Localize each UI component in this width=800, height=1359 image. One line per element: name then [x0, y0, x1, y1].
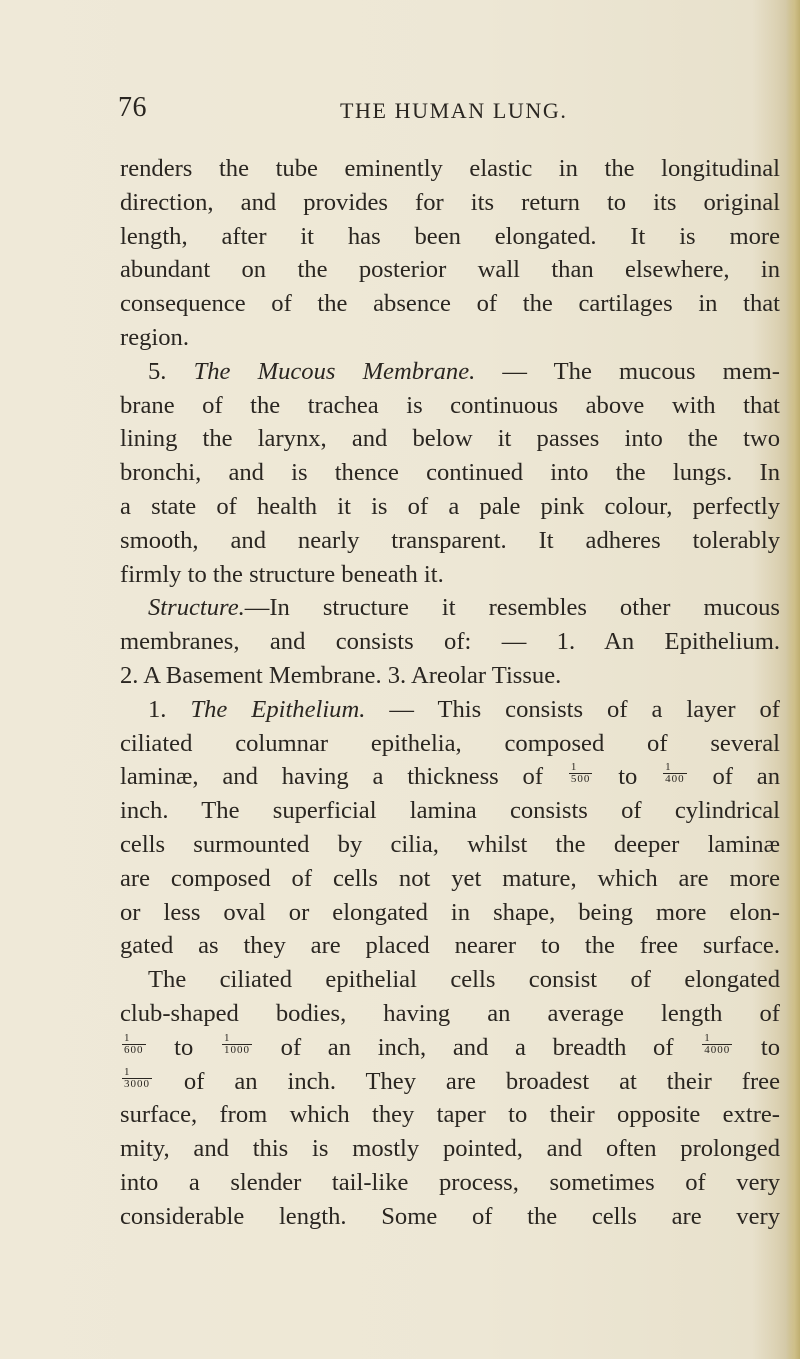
- text-span: of an: [688, 763, 780, 791]
- text-line: length, after it has been elongated. It is more: [120, 222, 780, 250]
- text-line: into a slender tail-like process, sometimes of very: [120, 1168, 780, 1196]
- text-line: The ciliated epithelial cells consist of elongated: [148, 966, 780, 994]
- fraction: [122, 1067, 152, 1090]
- text-span: — The mucous mem-: [475, 357, 780, 385]
- fraction-numerator: 1: [663, 762, 687, 774]
- text-span: —In structure it resembles other mucous: [244, 594, 780, 622]
- fraction-denominator: 500: [570, 773, 591, 786]
- section-heading-mucous-membrane: The Mucous Membrane.: [193, 357, 476, 385]
- fraction: [569, 762, 593, 785]
- fraction: [702, 1033, 732, 1056]
- section-number: 1.: [148, 695, 167, 723]
- text-line: bronchi, and is thence continued into the lungs. In: [120, 459, 780, 487]
- text-line: ciliated columnar epithelia, composed of several: [120, 729, 780, 757]
- text-line: cells surmounted by cilia, whilst the deeper laminæ: [120, 830, 780, 858]
- text-line: membranes, and consists of: — 1. An Epithelium.: [120, 628, 780, 656]
- fraction-numerator: 1: [222, 1033, 252, 1045]
- text-line: 2. A Basement Membrane. 3. Areolar Tissue.: [120, 661, 562, 689]
- text-line: renders the tube eminently elastic in the longitudinal: [120, 155, 780, 182]
- running-head: [118, 92, 758, 132]
- text-line: smooth, and nearly transparent. It adheres tolerably: [120, 526, 780, 554]
- structure-line: [120, 591, 780, 625]
- section-number: 5.: [148, 357, 167, 385]
- text-line: considerable length. Some of the cells are very: [120, 1202, 780, 1230]
- text-line: region.: [120, 323, 189, 351]
- page-edge-shadow: [786, 0, 800, 1359]
- fraction-denominator: 1000: [223, 1043, 250, 1056]
- length-line: [120, 1031, 780, 1065]
- thickness-line: [120, 760, 780, 794]
- text-line: a state of health it is of a pale pink colour, perfectly: [120, 492, 780, 520]
- text-span: of an inch. They are broadest at their free: [154, 1067, 780, 1095]
- text-span: to: [594, 763, 662, 791]
- page-number: 76: [118, 92, 147, 123]
- fraction-denominator: 400: [665, 773, 685, 786]
- fraction-denominator: 3000: [124, 1077, 150, 1090]
- body-text: [120, 152, 780, 1234]
- text-line: consequence of the absence of the cartilages in that: [120, 290, 780, 318]
- text-line: lining the larynx, and below it passes into the two: [120, 425, 780, 453]
- text-line: abundant on the posterior wall than elsewhere, in: [120, 256, 780, 284]
- fraction-numerator: 1: [122, 1067, 152, 1079]
- text-line: club-shaped bodies, having an average length of: [120, 999, 780, 1027]
- fraction-numerator: 1: [569, 762, 593, 774]
- fraction-denominator: 600: [124, 1043, 144, 1056]
- fraction: [122, 1033, 146, 1056]
- epithelium-line: [120, 693, 780, 727]
- breadth-line: [120, 1065, 780, 1099]
- text-span: — This consists of a layer of: [365, 695, 780, 723]
- text-line: or less oval or elongated in shape, being more elon-: [120, 898, 780, 926]
- text-span: to: [734, 1033, 781, 1061]
- text-line: gated as they are placed nearer to the free surface.: [120, 932, 780, 960]
- mucous-membrane-line: [120, 355, 780, 389]
- subheading-structure: Structure.: [148, 594, 245, 622]
- fraction-numerator: 1: [702, 1033, 732, 1045]
- text-line: direction, and provides for its return to its original: [120, 188, 780, 216]
- text-line: are composed of cells not yet mature, which are more: [120, 864, 780, 892]
- subheading-epithelium: The Epithelium.: [190, 695, 366, 723]
- fraction-denominator: 4000: [704, 1043, 731, 1056]
- text-line: mity, and this is mostly pointed, and often prolonged: [120, 1135, 780, 1163]
- text-line: brane of the trachea is continuous above with that: [120, 391, 780, 419]
- text-line: firmly to the structure beneath it.: [120, 560, 444, 588]
- text-line: inch. The superficial lamina consists of cylindrical: [120, 797, 780, 825]
- fraction: [222, 1033, 252, 1056]
- fraction: [663, 762, 687, 785]
- text-span: to: [147, 1033, 220, 1061]
- running-title: THE HUMAN LUNG.: [340, 98, 568, 123]
- fraction-numerator: 1: [122, 1033, 146, 1045]
- text-line: surface, from which they taper to their opposite extre-: [120, 1101, 780, 1129]
- text-span: of an inch, and a breadth of: [253, 1033, 701, 1061]
- text-span: laminæ, and having a thickness of: [120, 763, 567, 791]
